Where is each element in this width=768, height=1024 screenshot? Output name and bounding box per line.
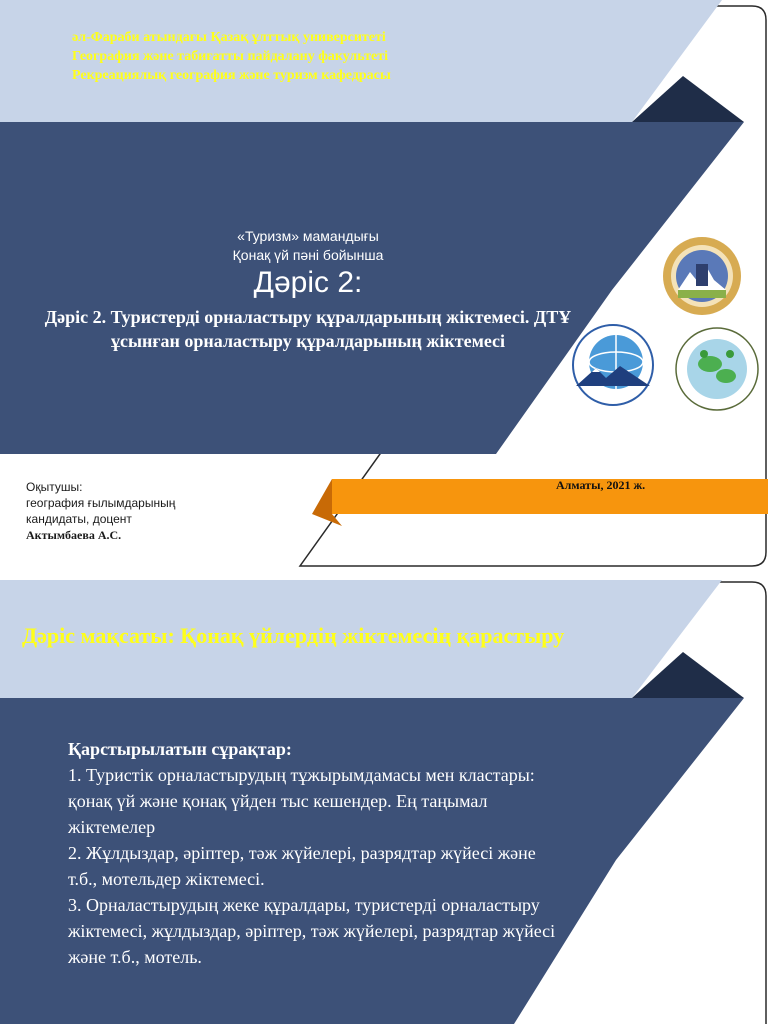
department-name: Рекреациялық география және туризм кафедрасы (72, 68, 391, 83)
lecturer-degree-line-1: география ғылымдарының (26, 496, 176, 510)
department-logo (674, 326, 760, 412)
university-emblem-icon (662, 236, 742, 316)
page-border (700, 582, 766, 1024)
department-earth-icon (674, 326, 760, 412)
faculty-logo (570, 322, 656, 408)
questions-block (68, 736, 568, 970)
city-year: Алматы, 2021 ж. (556, 478, 646, 492)
specialty: «Туризм» мамандығы (237, 228, 379, 244)
university-name: әл-Фараби атындағы Қазақ ұлттық университеті (72, 30, 386, 45)
questions-heading: Қарстырылатын сұрақтар: (68, 739, 292, 759)
lecturer-info (26, 479, 175, 543)
lecturer-degree-line-2: кандидаты, доцент (26, 512, 132, 526)
questions-list: 1. Туристік орналастырудың тұжырымдамасы мен кластары: қонақ үй және қонақ үйден тыс кешендер. Ең таңымал жіктемелер 2. Жұлдыздар, әріптер, тәж жүйелері, разрядтар жүйесі және т.б., мотельдер жіктемесі. 3. Орналастырудың жеке құралдары, туристерді орналастыру жіктемесі, жұлдыздар, әріптер, тәж жүйелері, разрядтар жүйесі және т.б., мотель. (68, 765, 556, 967)
lecturer-role: Оқытушы: (26, 480, 83, 494)
faculty-globe-icon (570, 322, 656, 408)
slide-2 (0, 580, 768, 1024)
lecture-number: Дәріс 2: (253, 266, 363, 299)
lecture-goal: Дәріс мақсаты: Қонақ үйлердің жіктемесің қарастыру (22, 623, 565, 648)
university-emblem-logo (662, 236, 742, 316)
lecture-topic: Дәріс 2. Туристерді орналастыру құралдарының жіктемесі. ДТҰ ұсынған орналастыру құралдарының жіктемесі (44, 307, 572, 351)
orange-ribbon (332, 479, 768, 514)
lecturer-name: Актымбаева А.С. (26, 528, 122, 542)
header-lines (72, 28, 502, 85)
faculty-name: География және табиғатты пайдалану факультеті (72, 49, 389, 64)
course-name: Қонақ үй пәні бойынша (232, 247, 384, 263)
